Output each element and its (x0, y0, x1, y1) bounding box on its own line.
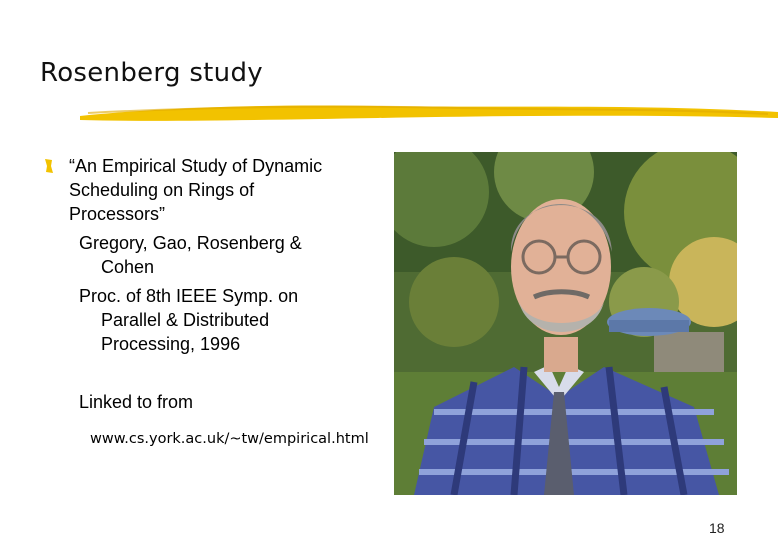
authors-line-1: Gregory, Gao, Rosenberg & (79, 233, 302, 253)
slide-title: Rosenberg study (40, 58, 263, 88)
citation-line-2: Scheduling on Rings of (69, 180, 255, 200)
linked-label: Linked to from (79, 392, 194, 412)
source-url: www.cs.york.ac.uk/~tw/empirical.html (90, 431, 369, 447)
title-underline (78, 100, 780, 128)
portrait-photo (394, 152, 737, 495)
venue-line-3: Processing, 1996 (101, 334, 241, 354)
venue-line-2: Parallel & Distributed (101, 310, 270, 330)
venue-line-1: Proc. of 8th IEEE Symp. on (79, 286, 299, 306)
authors-line-2: Cohen (101, 257, 155, 277)
bullet-icon (44, 158, 54, 174)
page-number: 18 (709, 520, 725, 536)
citation-line-3: Processors” (69, 204, 166, 224)
citation-line-1: “An Empirical Study of Dynamic (69, 156, 323, 176)
